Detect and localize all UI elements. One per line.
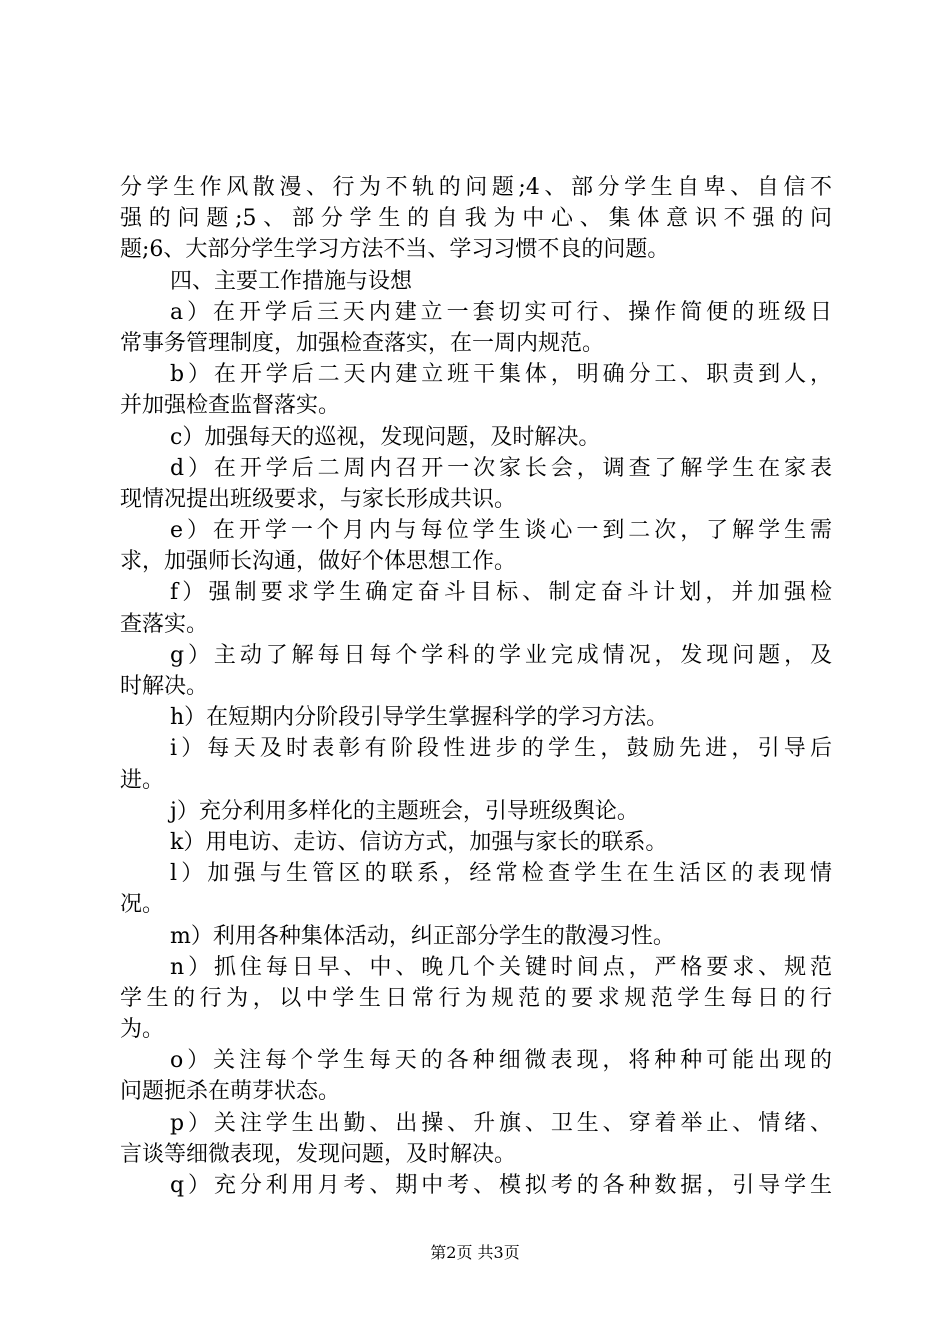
- text-line: d）在开学后二周内召开一次家长会，调查了解学生在家表: [170, 455, 832, 481]
- text-line: b）在开学后二天内建立班干集体，明确分工、职责到人，: [170, 362, 832, 388]
- text-line: g）主动了解每日每个学科的学业完成情况，发现问题，及: [170, 642, 832, 668]
- text-line: a）在开学后三天内建立一套切实可行、操作简便的班级日: [170, 299, 832, 325]
- text-line: 分学生作风散漫、行为不轨的问题;4、部分学生自卑、自信不: [120, 175, 832, 200]
- text-line: 进。: [120, 767, 165, 793]
- text-line: j）充分利用多样化的主题班会，引导班级舆论。: [170, 798, 639, 824]
- text-line: 并加强检查监督落实。: [120, 393, 341, 419]
- text-line: p）关注学生出勤、出操、升旗、卫生、穿着举止、情绪、: [170, 1110, 832, 1136]
- text-line: m）利用各种集体活动，纠正部分学生的散漫习性。: [170, 923, 675, 949]
- text-line: 言谈等细微表现，发现问题，及时解决。: [120, 1141, 517, 1167]
- text-line: 问题扼杀在萌芽状态。: [120, 1079, 341, 1105]
- text-line: 为。: [120, 1017, 165, 1043]
- text-line: c）加强每天的巡视，发现问题，及时解决。: [170, 424, 601, 450]
- text-line: 学生的行为，以中学生日常行为规范的要求规范学生每日的行: [120, 985, 832, 1011]
- text-line: k）用电访、走访、信访方式，加强与家长的联系。: [170, 829, 668, 855]
- text-line: h）在短期内分阶段引导学生掌握科学的学习方法。: [170, 705, 669, 731]
- text-line: o）关注每个学生每天的各种细微表现，将种种可能出现的: [170, 1048, 832, 1074]
- text-line: i）每天及时表彰有阶段性进步的学生，鼓励先进，引导后: [170, 736, 832, 762]
- document-body: [120, 172, 832, 1201]
- text-line: 四、主要工作措施与设想: [170, 268, 413, 294]
- text-line: 题;6、大部分学生学习方法不当、学习习惯不良的问题。: [120, 237, 670, 263]
- page-footer: 第2页 共3页: [430, 1243, 520, 1262]
- text-line: e）在开学一个月内与每位学生谈心一到二次，了解学生需: [170, 518, 832, 544]
- text-line: 求，加强师长沟通，做好个体思想工作。: [120, 549, 517, 575]
- text-line: 现情况提出班级要求，与家长形成共识。: [120, 486, 517, 512]
- text-line: n）抓住每日早、中、晚几个关键时间点，严格要求、规范: [170, 954, 832, 980]
- text-line: 强的问题;5、部分学生的自我为中心、集体意识不强的问: [120, 206, 832, 232]
- text-line: 查落实。: [120, 611, 209, 637]
- text-line: 常事务管理制度，加强检查落实，在一周内规范。: [120, 330, 605, 356]
- text-line: 况。: [120, 892, 165, 918]
- text-line: 时解决。: [120, 674, 209, 699]
- text-line: q）充分利用月考、期中考、模拟考的各种数据，引导学生: [170, 1173, 832, 1198]
- text-line: f）强制要求学生确定奋斗目标、制定奋斗计划，并加强检: [170, 580, 832, 606]
- text-line: l）加强与生管区的联系，经常检查学生在生活区的表现情: [170, 861, 832, 887]
